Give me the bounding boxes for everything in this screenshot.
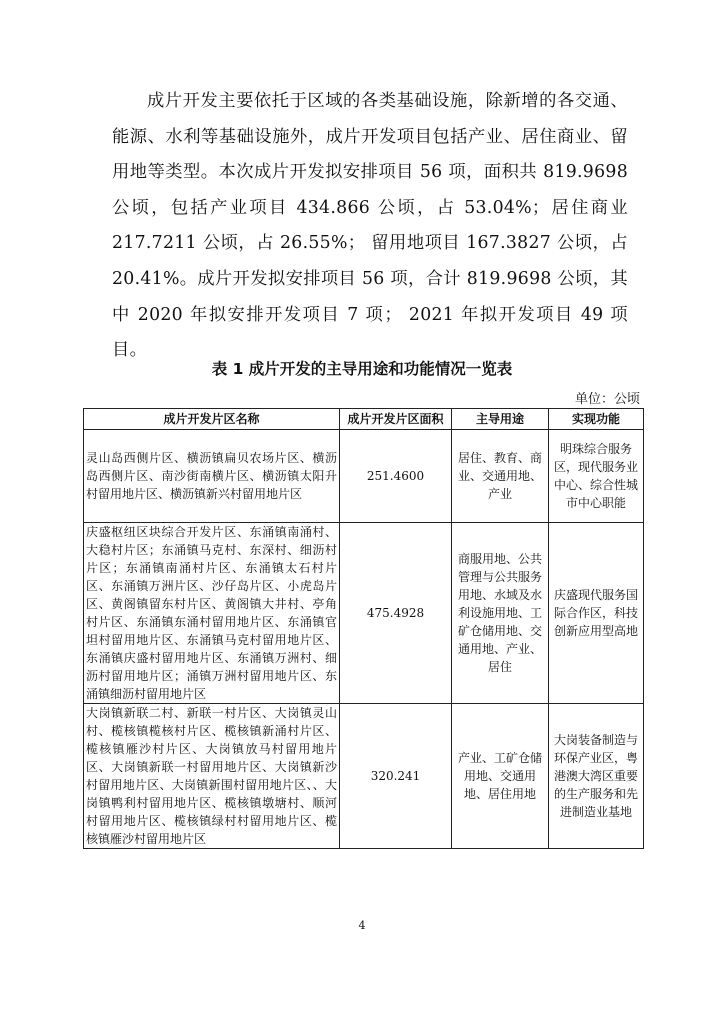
cell-use: 商服用地、公共管理与公共服务用地、水域及水利设施用地、工矿仓储用地、交通用地、产业、居住 [452,523,549,704]
body-paragraph: 成片开发主要依托于区域的各类基础设施，除新增的各交通、能源、水利等基础设施外，成片开发项目包括产业、居住商业、留用地等类型。本次成片开发拟安排项目 56 项，面积共 819.9698 公顷，包括产业项目 434.866 公顷，占 53.04%；居住商业 217.7211 公顷，占 26.55%； 留用地项目 167.3827 公顷，占 20.41%。成片开发拟安排项目 56 项，合计 819.9698 公顷，其中 2020 年拟安排开发项目 7 项； 2021 年拟开发项目 49 项目。 [112,91,628,361]
table-row [84,704,644,849]
development-table [83,408,644,849]
table-row [84,430,644,523]
header-area: 成片开发片区面积 [340,409,452,430]
cell-area: 320.241 [340,704,452,849]
header-use: 主导用途 [452,409,549,430]
header-name: 成片开发片区名称 [84,409,340,430]
cell-use: 居住、教育、商业、交通用地、产业 [452,430,549,523]
table-caption: 表 1 成片开发的主导用途和功能情况一览表 [211,360,513,378]
cell-name: 大岗镇新联二村、新联一村片区、大岗镇灵山村、榄核镇榄核村片区、榄核镇新涌村片区、榄核镇雁沙村片区、大岗镇放马村留用地片区、大岗镇新联一村留用地片区、大岗镇新沙村留用地片区、大岗镇新围村留用地片区、、大岗镇鸭利村留用地片区、榄核镇墩塘村、顺河村留用地片区、榄核镇绿村村留用地片区、榄核镇雁沙村留用地片区 [84,704,340,849]
cell-use: 产业、工矿仓储用地、交通用地、居住用地 [452,704,549,849]
cell-function: 大岗装备制造与环保产业区，粤港澳大湾区重要的生产服务和先进制造业基地 [549,704,644,849]
header-function: 实现功能 [549,409,644,430]
cell-function: 庆盛现代服务国际合作区，科技创新应用型高地 [549,523,644,704]
cell-area: 251.4600 [340,430,452,523]
page-number: 4 [358,919,366,932]
cell-function: 明珠综合服务区，现代服务业中心、综合性城市中心职能 [549,430,644,523]
cell-name: 灵山岛西侧片区、横沥镇扁贝农场片区、横沥岛西侧片区、南沙街南横片区、横沥镇太阳升村留用地片区、横沥镇新兴村留用地片区 [84,430,340,523]
unit-label: 单位：公顷 [574,392,640,407]
table-header-row [84,409,644,430]
table-row [84,523,644,704]
cell-name: 庆盛枢纽区块综合开发片区、东涌镇南涌村、大稳村片区；东涌镇马克村、东深村、细沥村片区；东涌镇南涌村片区、东涌镇太石村片区、东涌镇万洲片区、沙仔岛片区、小虎岛片区、黄阁镇留东村片区、黄阁镇大井村、亭角村片区、东涌镇东涌村留用地片区、东涌镇官坦村留用地片区、东涌镇马克村留用地片区、东涌镇庆盛村留用地片区、东涌镇万洲村、细沥村留用地片区；涌镇万洲村留用地片区、东涌镇细沥村留用地片区 [84,523,340,704]
cell-area: 475.4928 [340,523,452,704]
